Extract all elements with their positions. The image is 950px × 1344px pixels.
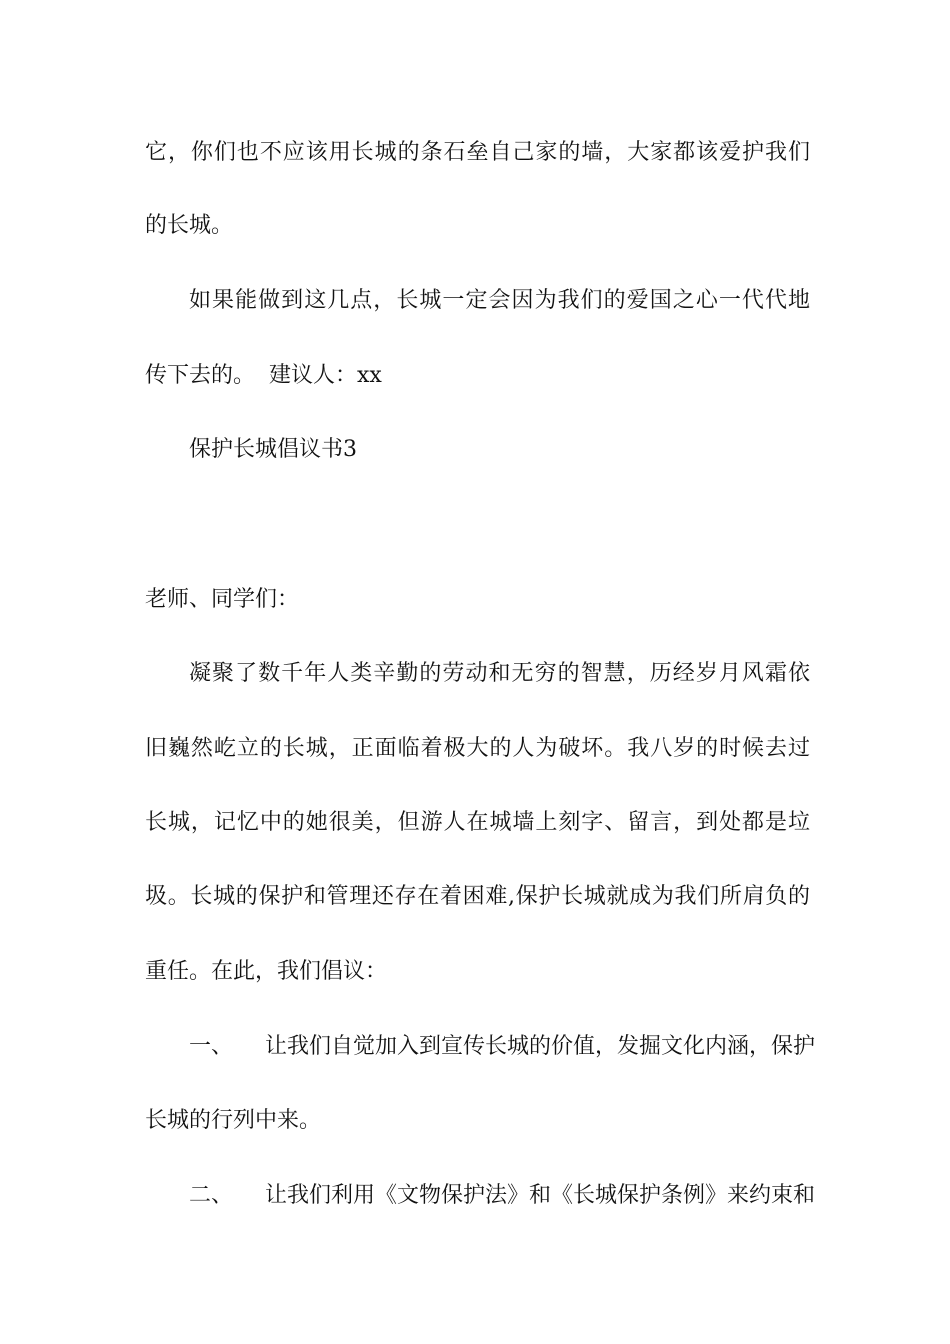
paragraph-line-1: 它，你们也不应该用长城的条石垒自己家的墙，大家都该爱护我们 <box>145 140 810 165</box>
paragraph-line-8: 旧巍然屹立的长城，正面临着极大的人为破坏。我八岁的时候去过 <box>145 736 810 761</box>
paragraph-line-7: 凝聚了数千年人类辛勤的劳动和无穷的智慧，历经岁月风霜依 <box>189 661 810 686</box>
paragraph-line-9: 长城，记忆中的她很美，但游人在城墙上刻字、留言，到处都是垃 <box>145 810 810 835</box>
paragraph-line-11: 重任。在此，我们倡议： <box>145 959 388 984</box>
list-item-2 <box>189 1181 816 1211</box>
list-item-2-text: 让我们利用《文物保护法》和《长城保护条例》来约束和 <box>265 1183 816 1208</box>
paragraph-line-4 <box>145 361 810 391</box>
paragraph-line-2: 的长城。 <box>145 213 234 238</box>
list-item-1-continued: 长城的行列中来。 <box>145 1108 322 1133</box>
proposer-signature: 建议人：xx <box>269 363 382 388</box>
paragraph-line-10: 圾。长城的保护和管理还存在着困难,保护长城就成为我们所肩负的 <box>145 884 810 909</box>
section-title: 保护长城倡议书3 <box>189 437 357 462</box>
paragraph-line-3: 如果能做到这几点，长城一定会因为我们的爱国之心一代代地 <box>189 288 810 313</box>
salutation: 老师、同学们： <box>145 587 300 612</box>
list-marker-1: 一、 <box>189 1034 234 1059</box>
list-item-1-text: 让我们自觉加入到宣传长城的价值，发掘文化内涵，保护 <box>265 1034 816 1059</box>
list-marker-2: 二、 <box>189 1183 234 1208</box>
list-item-1 <box>189 1032 816 1062</box>
paragraph-line-4-text: 传下去的。 <box>145 363 256 388</box>
